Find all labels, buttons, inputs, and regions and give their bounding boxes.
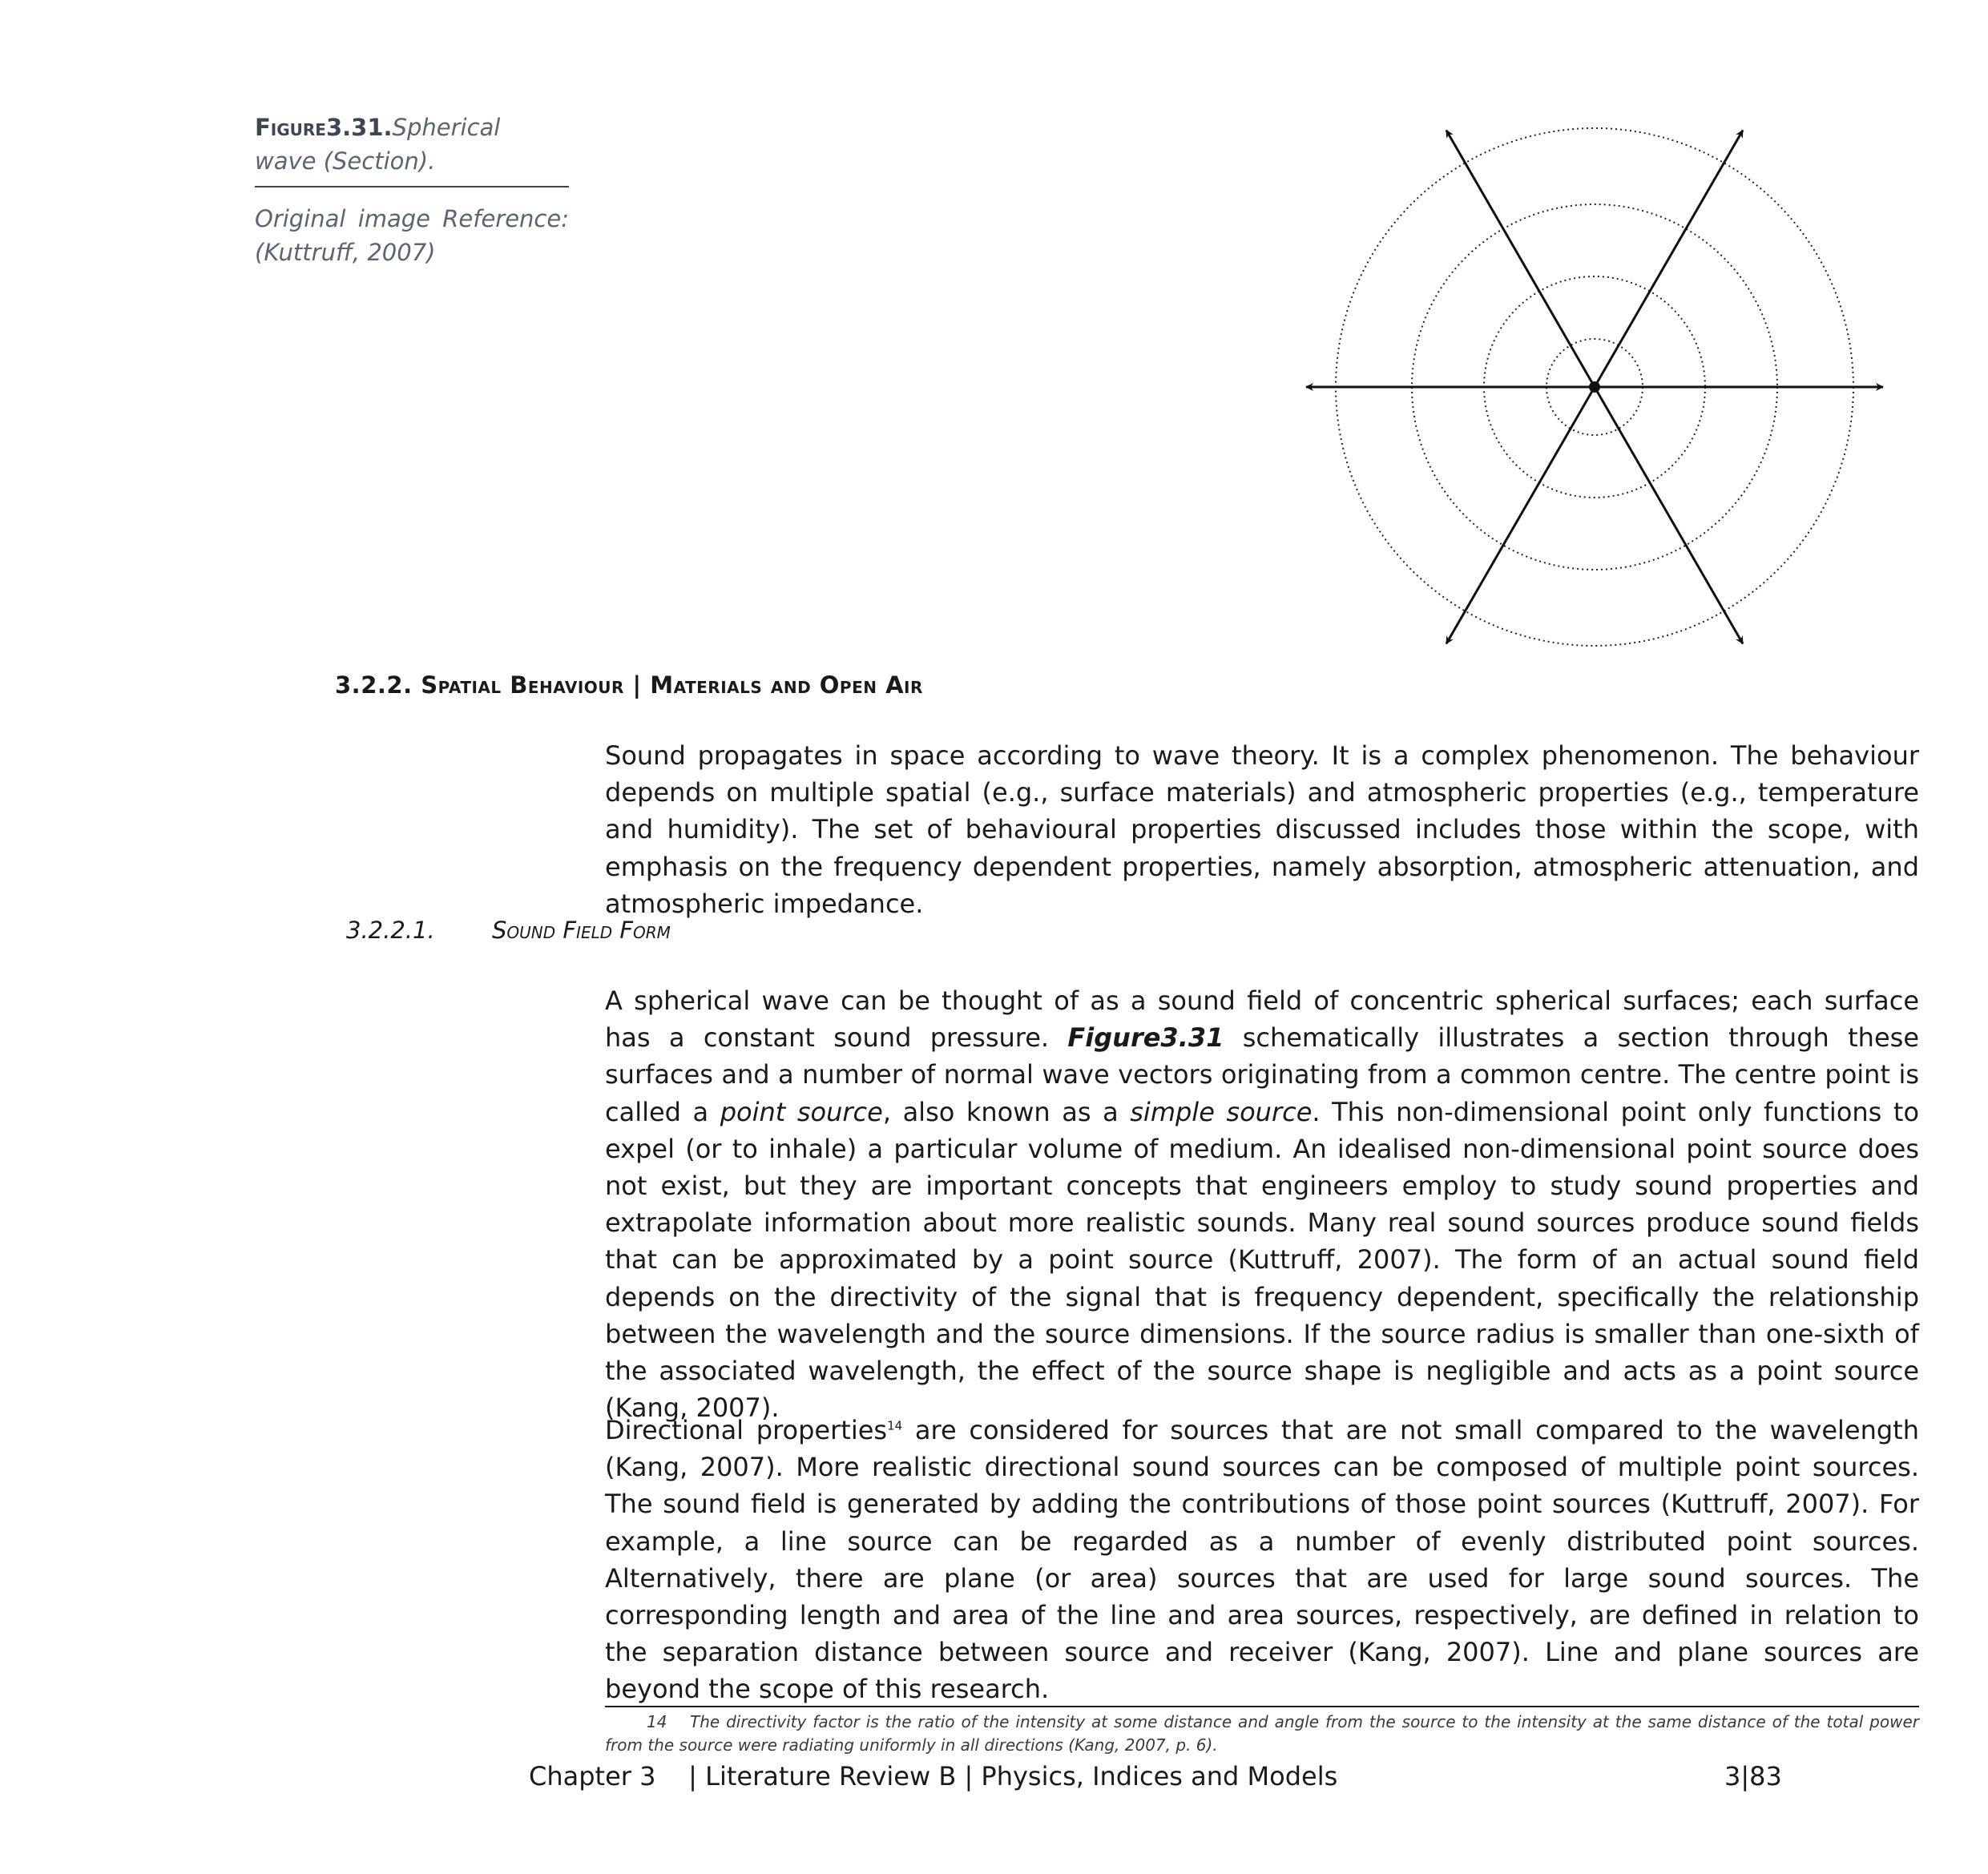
figure-reference-citation: (Kuttruff, 2007) <box>255 239 436 266</box>
figure-label: Figure3.31. <box>255 114 393 141</box>
paragraph-2-text-c: , also known as a <box>882 1096 1131 1127</box>
wave-vector-arrow <box>1446 131 1595 387</box>
footnote-divider <box>605 1706 1919 1707</box>
figure-reference-prefix: Original image Reference: <box>255 205 569 232</box>
paragraph-intro: Sound propagates in space according to wave theory. It is a complex phenomenon. The behaviour depends on multiple spatial (e.g., surface materials) and atmospheric properties (e.g., temperature and humidity). The set of behavioural properties discussed includes those within the scope, with emphasis on the frequency dependent properties, namely absorption, atmospheric attenuation, and atmospheric impedance. <box>605 740 1919 919</box>
figure-title: Spherical wave (Section). <box>255 114 501 175</box>
wave-vector-arrow <box>1595 131 1743 387</box>
wave-vector-arrow <box>1446 387 1595 643</box>
figure-caption <box>255 111 569 269</box>
footnote <box>605 1711 1919 1757</box>
paragraph-directional <box>605 1412 1919 1708</box>
section-heading <box>335 671 923 699</box>
paragraph-2-text-b: schematically illustrates a section through these surfaces and a number of normal wave vectors originating from a common centre. The centre point is called a <box>605 1022 1920 1127</box>
paragraph-3-text-a: Directional properties <box>605 1415 888 1445</box>
footnote-number: 14 <box>647 1712 667 1731</box>
section-title: Spatial Behaviour | Materials and Open Air <box>421 671 923 699</box>
wave-vector-arrow <box>1595 387 1743 643</box>
footer-chapter: Chapter 3 | Literature Review B | Physics, Indices and Models <box>529 1761 1338 1791</box>
paragraph-sound-field <box>605 982 1919 1426</box>
spherical-wave-diagram <box>1282 120 1891 649</box>
figure-caption-title-block <box>255 111 569 178</box>
figure-reference-link[interactable]: Figure3.31 <box>1067 1022 1224 1054</box>
term-point-source: point source <box>720 1096 883 1127</box>
subsection-number: 3.2.2.1. <box>346 917 435 944</box>
footer-page-number: 3|83 <box>1724 1761 1782 1791</box>
subsection-heading <box>346 917 671 944</box>
paragraph-3-text-b: are considered for sources that are not small compared to the wavelength (Kang, 2007). More realistic directional sound sources can be composed of multiple point sources. The sound field is generated by adding the contributions of those point sources (Kuttruff, 2007). For example, a line source can be regarded as a number of evenly distributed point sources. Alternatively, there are plane (or area) sources that are used for large sound sources. The corresponding length and area of the line and area sources, respectively, are defined in relation to the separation distance between source and receiver (Kang, 2007). Line and plane sources are beyond the scope of this research. <box>605 1415 1920 1705</box>
caption-divider <box>255 186 569 187</box>
subsection-title: Sound Field Form <box>492 917 671 944</box>
point-source-dot <box>1589 381 1600 393</box>
section-number: 3.2.2. <box>335 671 413 699</box>
footnote-marker[interactable]: 14 <box>887 1418 903 1433</box>
paragraph-2-text-d: . This non-dimensional point only functions to expel (or to inhale) a particular volume of medium. An idealised non-dimensional point source does not exist, but they are important concepts that engineers employ to study sound properties and extrapolate information about more realistic sounds. Many real sound sources produce sound fields that can be approximated by a point source (Kuttruff, 2007). The form of an actual sound field depends on the directivity of the signal that is frequency dependent, specifically the relationship between the wavelength and the source dimensions. If the source radius is smaller than one-sixth of the associated wavelength, the effect of the source shape is negligible and acts as a point source (Kang, 2007). <box>605 1096 1920 1424</box>
footnote-text: The directivity factor is the ratio of the intensity at some distance and angle from the source to the intensity at the same distance of the total power from the source were radiating uniformly in all directions (Kang, 2007, p. 6). <box>605 1712 1919 1755</box>
term-simple-source: simple source <box>1130 1096 1313 1127</box>
paragraph-2-text-a: A spherical wave can be thought of as a sound field of concentric spherical surfaces; each surface has a constant sound pressure. <box>605 985 1919 1054</box>
